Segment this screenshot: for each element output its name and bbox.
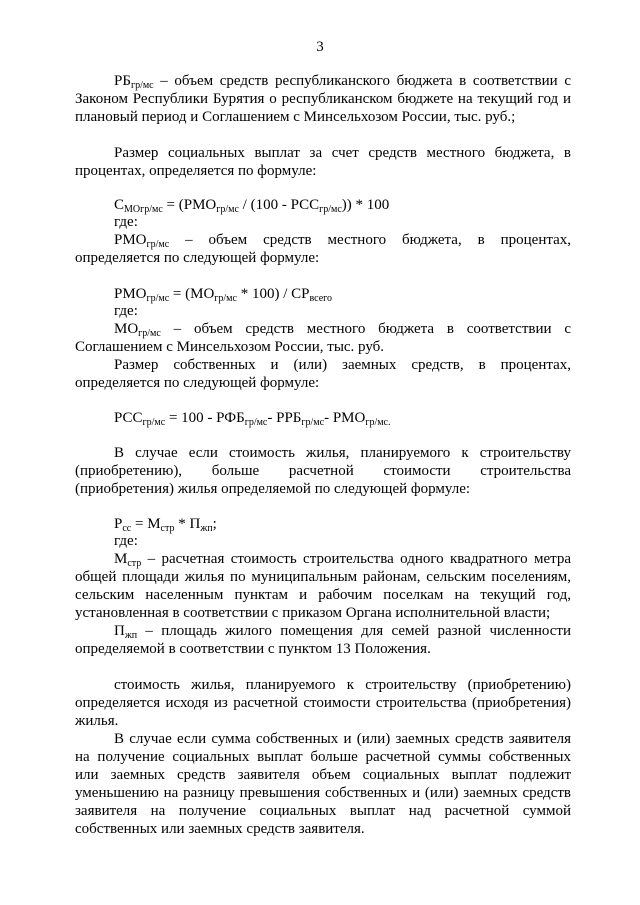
formula-rss-cost: $Р_{сс} = М_{стр} * П_{жп}$; (114, 516, 217, 534)
paragraph-rmo-definition-line-1: $РМО_{гр/мс}$ – объем средств местного бюджета, в процентах, (114, 232, 571, 250)
paragraph-pzhp-definition-line-1: $П_{жп}$ – площадь жилого помещения для семей разной численности (114, 623, 571, 641)
paragraph-housing-cost-intro-line-3: (приобретения) жилья определяемой по следующей формуле: (75, 481, 471, 497)
paragraph-housing-cost-line-2: определяется исходя из расчетной стоимости строительства (приобретения) (75, 695, 571, 711)
paragraph-reduction-line-5: заявителя на получение социальных выплат над расчетной суммой (75, 803, 571, 819)
paragraph-mstr-definition-line-1: $М_{стр}$ – расчетная стоимость строительства одного квадратного метра (114, 551, 571, 569)
paragraph-reduction-line-3: или заемных средств заявителя объем социальных выплат подлежит (75, 767, 571, 783)
paragraph-local-budget-intro-line-1: Размер социальных выплат за счет средств местного бюджета, в (114, 145, 571, 161)
paragraph-mo-definition-line-2: Соглашением с Минсельхозом России, тыс. руб. (75, 339, 385, 355)
paragraph-mstr-definition-line-3: сельским населенным пунктам и рабочим поселкам на текущий год, (75, 587, 571, 603)
where-label: где: (114, 303, 138, 319)
paragraph-rb-definition-line-2: Законом Республики Бурятия о республиканском бюджете на текущий год и (75, 91, 571, 107)
formula-rmo: $РМО_{гр/мс} = (МО_{гр/мс} * 100) / СР_{всего}$ (114, 286, 332, 304)
paragraph-local-budget-intro-line-2: процентах, определяется по формуле: (75, 163, 317, 179)
page-number: 3 (316, 39, 324, 55)
paragraph-reduction-line-2: на получение социальных выплат больше расчетной суммы собственных (75, 749, 571, 765)
paragraph-mo-definition-line-1: $МО_{гр/мс}$ – объем средств местного бюджета в соответствии с (114, 321, 571, 339)
where-label: где: (114, 533, 138, 549)
paragraph-housing-cost-line-3: жилья. (75, 713, 119, 729)
formula-c-mo: $С_{МОгр/мс} = (РМО_{гр/мс} / (100 - РСС_{гр/мс})) * 100$ (114, 197, 390, 215)
paragraph-housing-cost-intro-line-1: В случае если стоимость жилья, планируемого к строительству (114, 445, 571, 461)
paragraph-reduction-line-4: уменьшению на разницу превышения собственных и (или) заемных средств (75, 785, 571, 801)
paragraph-mstr-definition-line-4: установленная в соответствии с приказом Органа исполнительной власти; (75, 605, 551, 621)
formula-rss: $РСС_{гр/мс} = 100 - РФБ_{гр/мс}-$ $РРБ_{гр/мс}-$ $РМО_{гр/мс.}$ (114, 410, 391, 428)
paragraph-rmo-definition-line-2: определяется по следующей формуле: (75, 250, 320, 266)
paragraph-own-funds-intro-line-1: Размер собственных и (или) заемных средств, в процентах, (114, 357, 571, 373)
paragraph-reduction-line-6: собственных или заемных средств заявителя. (75, 821, 365, 837)
paragraph-mstr-definition-line-2: общей площади жилья по муниципальным районам, сельским поселениям, (75, 569, 571, 585)
paragraph-rb-definition-line-3: плановый период и Соглашением с Минсельхозом России, тыс. руб.; (75, 109, 516, 125)
paragraph-own-funds-intro-line-2: определяется по следующей формуле: (75, 375, 320, 391)
paragraph-housing-cost-line-1: стоимость жилья, планируемого к строительству (приобретению) (114, 677, 571, 693)
where-label: где: (114, 214, 138, 230)
paragraph-pzhp-definition-line-2: определяемой в соответствии с пунктом 13 Положения. (75, 641, 431, 657)
paragraph-housing-cost-intro-line-2: (приобретению), больше расчетной стоимости строительства (75, 463, 571, 479)
paragraph-reduction-line-1: В случае если сумма собственных и (или) заемных средств заявителя (114, 731, 571, 747)
paragraph-rb-definition-line-1: $РБ_{гр/мс}$ – объем средств республиканского бюджета в соответствии с (114, 73, 571, 91)
